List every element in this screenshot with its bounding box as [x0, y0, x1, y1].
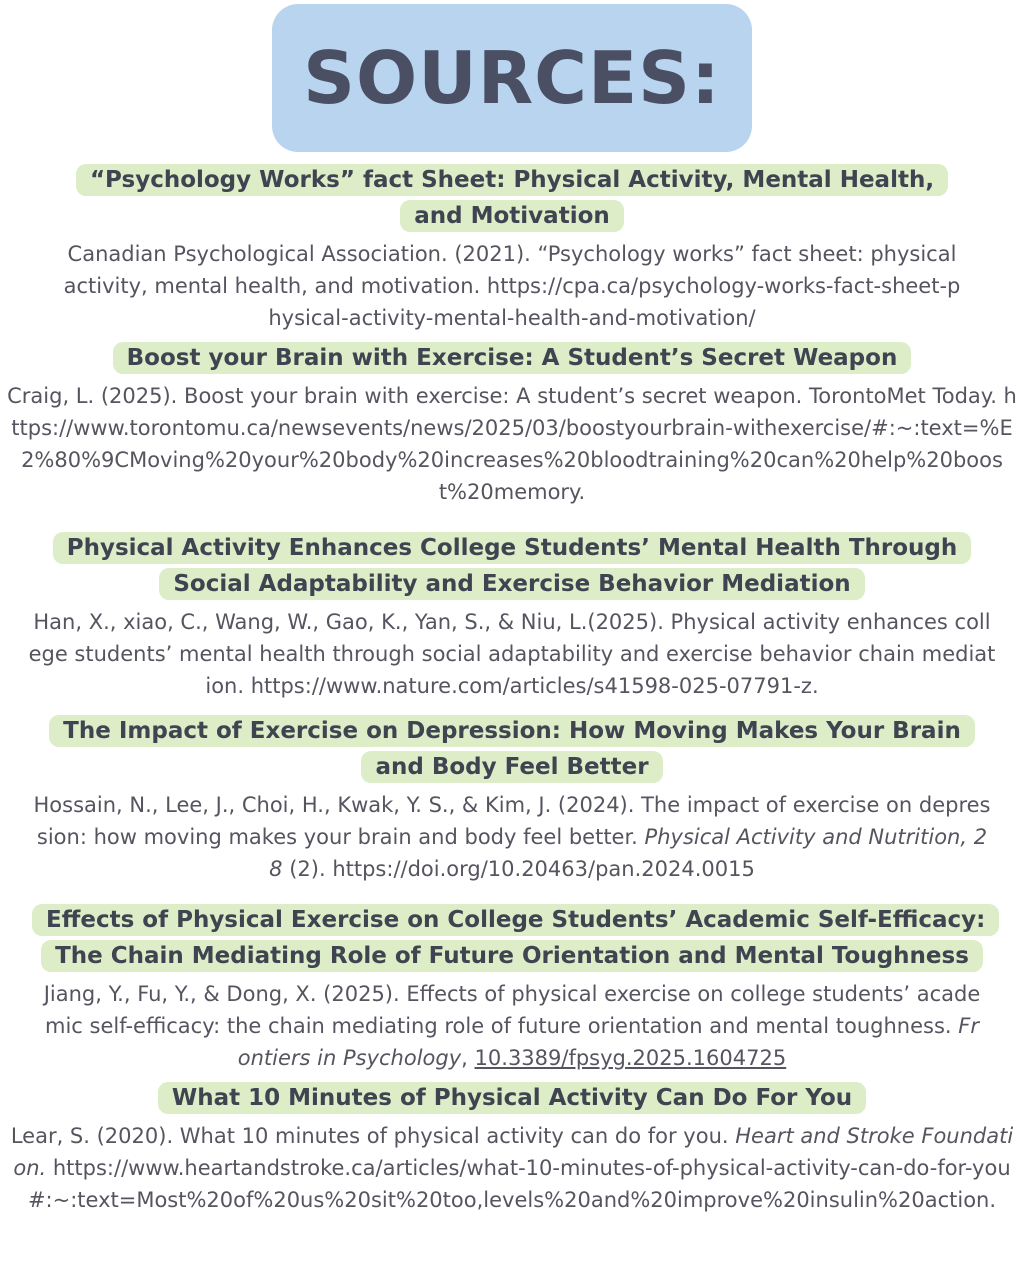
source-heading-wrapper — [32, 340, 992, 376]
source-heading-wrapper — [22, 530, 1002, 602]
source-citation — [1, 1120, 1023, 1216]
source-heading-wrapper — [32, 1080, 992, 1116]
source-entry — [0, 530, 1024, 702]
doi-link[interactable]: 10.3389/fpsyg.2025.1604725 — [474, 1046, 787, 1070]
source-entry — [0, 902, 1024, 1074]
citation-text: Jiang, Y., Fu, Y., & Dong, X. (2025). Effects of physical exercise on college students’ academic self-efficacy: the chain mediating role of future orientation and mental toughness. — [43, 982, 981, 1038]
source-entry — [0, 162, 1024, 334]
citation-text: https://www.heartandstroke.ca/articles/what-10-minutes-of-physical-activity-can-do-for-you#:~:text=Most%20of%20us%20sit%20too,levels%20and%20improve%20insulin%20action. — [27, 1156, 1011, 1212]
source-entry — [0, 340, 1024, 508]
source-entry — [0, 713, 1024, 885]
citation-journal: Heart and Stroke Foundation. — [13, 1124, 1014, 1180]
citation-text: Hossain, N., Lee, J., Choi, H., Kwak, Y. S., & Kim, J. (2024). The impact of exercise on depression: how moving makes your brain and body feel better. — [33, 793, 991, 849]
source-heading: Effects of Physical Exercise on College Students’ Academic Self-Efficacy: The Chain Mediating Role of Future Orientation and Mental Toughness — [32, 904, 999, 972]
source-heading: The Impact of Exercise on Depression: How Moving Makes Your Brain and Body Feel Better — [49, 715, 975, 783]
source-citation — [36, 978, 988, 1074]
source-heading: Physical Activity Enhances College Students’ Mental Health Through Social Adaptability and Exercise Behavior Mediation — [53, 532, 972, 600]
source-heading: “Psychology Works” fact Sheet: Physical Activity, Mental Health, and Motivation — [76, 164, 948, 232]
source-heading-wrapper — [2, 713, 1022, 785]
citation-journal: Frontiers in Psychology — [237, 1014, 979, 1070]
source-heading-wrapper — [32, 162, 992, 234]
citation-text: (2). https://doi.org/10.20463/pan.2024.0015 — [289, 857, 755, 881]
source-citation: Canadian Psychological Association. (2021). “Psychology works” fact sheet: physical activity, mental health, and motivation. https://cpa.ca/psychology-works-fact-sheet-physical-activity-mental-health-and-motivation/ — [63, 242, 961, 330]
citation-text: Lear, S. (2020). What 10 minutes of physical activity can do for you. — [10, 1124, 729, 1148]
source-citation: Han, X., xiao, C., Wang, W., Gao, K., Yan, S., & Niu, L.(2025). Physical activity enhances college students’ mental health through social adaptability and exercise behavior chain mediation. https://www.nature.com/articles/s41598-025-07791-z. — [28, 610, 996, 698]
source-entry — [0, 1080, 1024, 1216]
source-heading: Boost your Brain with Exercise: A Student’s Secret Weapon — [113, 342, 912, 374]
title-banner — [272, 4, 752, 152]
citation-separator: , — [461, 1046, 468, 1070]
source-heading-wrapper — [2, 902, 1022, 974]
source-citation — [26, 789, 998, 885]
source-citation: Craig, L. (2025). Boost your brain with exercise: A student’s secret weapon. TorontoMet Today. https://www.torontomu.ca/newsevents/news/2025/03/boostyourbrain-withexercise/#:~:text=%E2%80%9CMoving%20your%20body%20increases%20bloodtraining%20can%20help%20boost%20memory. — [7, 384, 1017, 504]
source-heading: What 10 Minutes of Physical Activity Can Do For You — [158, 1082, 866, 1114]
page-title: SOURCES: — [303, 36, 721, 120]
citation-journal: Physical Activity and Nutrition, 28 — [269, 825, 988, 881]
